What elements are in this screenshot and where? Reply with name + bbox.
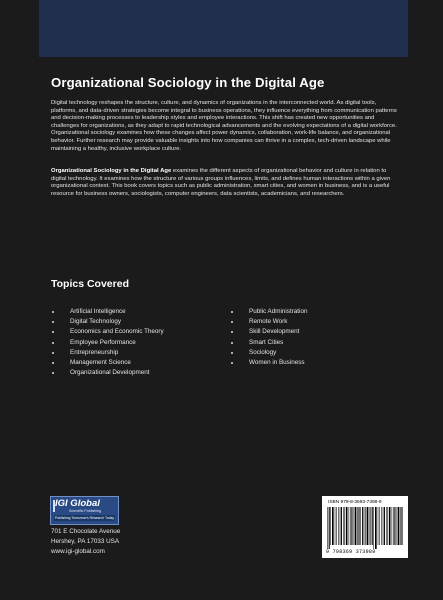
barcode-bar [332, 507, 334, 545]
description-paragraph-2-text: examines the different aspects of organizational behavior and culture in relation to digital technology. It examines how the structure of various groups influences, limits, and defines human interactions within a given organizational context. This book covers topics such as public administration, smart cities, and women in business, and is a useful resource for business owners, sociologists, computer engineers, data scientists, academicians, and researchers. [51, 168, 391, 197]
barcode-bar [357, 507, 358, 545]
barcode-bar [389, 507, 391, 545]
logo-subtitle: Scientific Publishing [69, 509, 101, 513]
topic-item [230, 348, 307, 358]
barcode-bar [398, 507, 400, 545]
bullet-icon [231, 331, 233, 333]
barcode-digits: 9 798369 373989 [326, 549, 376, 555]
barcode-bar [378, 507, 379, 545]
topic-item [51, 317, 164, 327]
bullet-icon [52, 331, 54, 333]
topic-label: Skill Development [249, 328, 300, 336]
address-city: Hershey, PA 17033 USA [51, 538, 120, 546]
topics-heading: Topics Covered [51, 278, 129, 290]
bullet-icon [231, 352, 233, 354]
barcode-bar [369, 507, 370, 545]
barcode-bar [372, 507, 373, 545]
barcode-bar [381, 507, 382, 545]
bullet-icon [52, 352, 54, 354]
barcode-bar [402, 507, 403, 545]
topic-item [51, 358, 164, 368]
description-paragraph-1: Digital technology reshapes the structure, culture, and dynamics of organizations in the interconnected world. As digital tools, platforms, and data-driven strategies become integral to business operations, they influence everything from communication patterns and decision-making processes to leadership styles and employee interactions. This shift has created new opportunities and challenges for organizations, as they adapt to rapid technological advancements and the evolving expectations of a digital workforce. Organizational sociology examines how these changes affect power dynamics, collaboration, work-life balance, and organizational behavior. Further research may provide valuable insights into how companies can thrive in a complex, tech-driven landscape while maintaining a healthy, inclusive workplace culture. [51, 100, 397, 152]
barcode-bar [401, 507, 402, 545]
topic-item [51, 368, 164, 378]
barcode-bar [346, 507, 348, 545]
topic-label: Organizational Development [70, 369, 150, 377]
barcode-bar [359, 507, 360, 545]
topic-label: Public Administration [249, 308, 308, 315]
topic-item [230, 307, 307, 317]
topic-label: Entrepreneurship [70, 348, 119, 356]
barcode-bar [351, 507, 352, 545]
barcode-bar [354, 507, 355, 545]
description-paragraph-2 [51, 168, 401, 198]
barcode-bar [379, 507, 380, 545]
topic-item [51, 307, 164, 317]
barcode-bar [349, 507, 350, 545]
topic-label: Remote Work [249, 318, 288, 326]
barcode-bar [364, 507, 365, 545]
bullet-icon [52, 362, 54, 364]
bullet-icon [52, 372, 54, 374]
barcode-bar [383, 507, 384, 545]
topic-item [51, 327, 164, 337]
bullet-icon [231, 342, 233, 344]
address-website: www.igi-global.com [51, 548, 105, 556]
bullet-icon [231, 321, 233, 323]
topic-list-right [230, 307, 307, 368]
topic-label: Digital Technology [70, 318, 121, 326]
topic-item [230, 317, 307, 327]
topic-label: Sociology [249, 348, 277, 356]
barcode-bar [355, 507, 357, 545]
barcode-bar [350, 507, 351, 545]
topic-label: Artificial Intelligence [70, 308, 126, 315]
topic-list-left [51, 307, 164, 378]
barcode-bar [393, 507, 394, 545]
barcode-bar [400, 507, 401, 545]
bullet-icon [231, 311, 233, 313]
bullet-icon [52, 311, 54, 313]
barcode-bar [327, 507, 328, 549]
barcode-bar [358, 507, 359, 545]
topic-item [230, 358, 307, 368]
barcode-bar [384, 507, 385, 545]
barcode-bar [362, 507, 363, 545]
barcode-bar [370, 507, 371, 545]
topic-item [51, 338, 164, 348]
barcode-bar [330, 507, 331, 545]
barcode-bar [335, 507, 336, 545]
publisher-address [51, 527, 120, 558]
address-street: 701 E Chocolate Avenue [51, 528, 121, 535]
barcode-bar [373, 507, 374, 549]
topic-item [51, 348, 164, 358]
barcode-bar [343, 507, 344, 545]
book-title: Organizational Sociology in the Digital Age [51, 75, 325, 90]
topic-label: Smart Cities [249, 338, 284, 346]
logo-name: IGI Global [55, 498, 100, 509]
barcode-bar [336, 507, 337, 545]
topic-item [230, 327, 307, 337]
bullet-icon [52, 342, 54, 344]
bullet-icon [52, 321, 54, 323]
bullet-icon [231, 362, 233, 364]
isbn-barcode [322, 496, 408, 558]
topic-label: Women in Business [249, 359, 305, 367]
barcode-bar [386, 507, 387, 545]
barcode-bar [392, 507, 393, 545]
barcode-bar [397, 507, 398, 545]
topic-label: Economics and Economic Theory [70, 328, 164, 336]
barcode-bar [340, 507, 341, 545]
barcode-bar [375, 507, 377, 549]
barcode-bar [344, 507, 345, 545]
top-color-band [39, 0, 408, 57]
barcode-bar [329, 507, 330, 549]
barcode-bar [365, 507, 366, 545]
topic-label: Management Science [70, 359, 131, 367]
barcode-bar [387, 507, 388, 545]
igi-global-logo [50, 496, 119, 525]
isbn-number: ISBN 979-8-3693-7398-9 [328, 500, 382, 505]
barcode-bar [341, 507, 342, 545]
topic-item [230, 338, 307, 348]
barcode-bar [338, 507, 339, 545]
book-title-inline: Organizational Sociology in the Digital Age [51, 168, 172, 174]
logo-tagline: Publishing Tomorrow's Research Today [54, 516, 115, 520]
barcode-bar [367, 507, 369, 545]
topic-label: Employee Performance [70, 338, 136, 346]
barcode-bar [394, 507, 395, 545]
barcode-image [326, 507, 404, 549]
barcode-bar [360, 507, 361, 545]
